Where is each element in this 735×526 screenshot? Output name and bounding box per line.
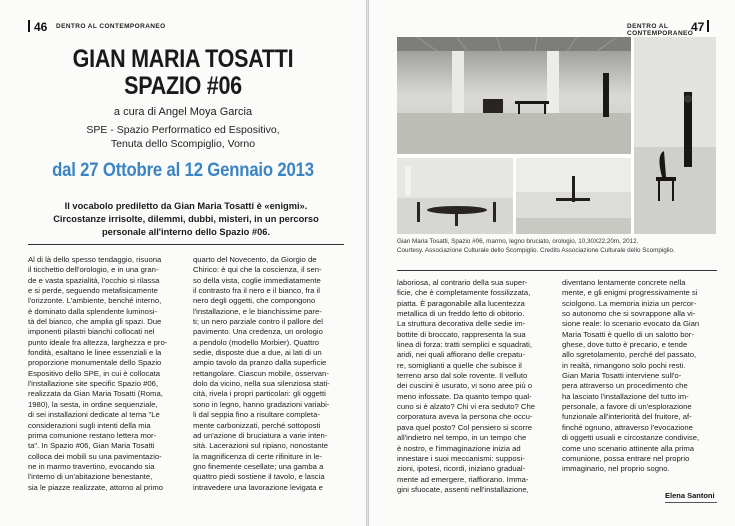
author-signature: Elena Santoni (665, 491, 715, 500)
body-line: piatta. È paragonabile alla lucentezza (397, 298, 525, 308)
body-line: sione reale: lo scenario evocato da Gian (562, 319, 700, 329)
caption-line: Gian Maria Tosatti, Spazio #06, marmo, legno bruciato, orologio, 10,30X22,20m, 2012. (397, 238, 639, 245)
body-line: rettangolare. Ciascun mobile, osservan- (193, 368, 329, 378)
body-line: punto ideale fra altezza, larghezza e pro- (28, 337, 168, 347)
body-line: realizzata da Gian Maria Tosatti (Roma, (28, 389, 163, 399)
divider-rule (397, 270, 717, 271)
body-line: aridi, nei quali affiorano delle crepatu- (397, 350, 526, 360)
article-title-line2: SPAZIO #06 (124, 72, 242, 100)
venue-line2: Tenuta dello Scompiglio, Vorno (110, 138, 256, 150)
running-head: DENTRO AL CONTEMPORANEO (627, 23, 694, 37)
body-line: ta". In Spazio #06, Gian Maria Tosatti (28, 441, 155, 451)
body-line: è nostro, e l'immaginazione inizia ad (397, 443, 521, 453)
curator-credit: a cura di Angel Moya Garcia (113, 106, 253, 118)
body-line: ha lasciato l'installazione del tutto im- (562, 391, 689, 401)
body-line: finché ognuno, attraverso l'evocazione (562, 422, 693, 432)
body-line: zioni, ipotesi, ricordi, iniziano gradual- (397, 464, 526, 474)
body-line: colloca dei mobili su una pavimentazio- (28, 451, 162, 461)
page-number: 47 (691, 20, 705, 34)
page-marker (707, 20, 709, 32)
page-number: 46 (34, 20, 48, 34)
body-line: Espositivo dello SPE, in cui è collocata (28, 368, 161, 378)
body-line: ne in marmo travertino, evocando sia (28, 461, 155, 471)
body-line: sciolgono. La memoria inizia un percor- (562, 298, 697, 308)
body-line: funzionale all'interiorità del fruitore, af- (562, 412, 692, 422)
body-line: prima comunione restano lettera mor- (28, 430, 157, 440)
body-line: quarto del Novecento, da Giorgio de (193, 255, 317, 264)
body-line: gno finemente cesellate; una gamba a (193, 461, 324, 471)
body-line: allo sgretolamento, perché del passato, (562, 350, 697, 360)
body-line: ficie, che è completamente fossilizzata, (397, 288, 531, 298)
left-page (0, 0, 366, 526)
body-line: ad un'azione di bruciatura a varie inten- (193, 430, 328, 440)
caption-line: Courtesy. Associazione Culturale dello Scompiglio. Credits Associazione Culturale dello Scompiglio. (397, 246, 675, 254)
body-line: personale, a favore di un'esplorazione (562, 402, 692, 412)
body-line: metallica di un freddo letto di obitorio. (397, 309, 525, 319)
body-line: di sei installazioni dedicate al tema "Le (28, 410, 160, 420)
body-line: cità, rivela i propri particolari: gli oggetti (193, 389, 326, 399)
body-line: l'interno di un'abitazione benestante, (28, 472, 153, 482)
body-line: dei cuscini è usurato, vi sono aree più o (397, 381, 533, 391)
body-line: sità. Lacerazioni sul ripiano, nonostante (193, 441, 329, 451)
body-line: linea di forza: tratti semplici e squadrati, (397, 340, 533, 350)
body-column-2 (562, 278, 714, 475)
body-column-2 (193, 255, 345, 493)
body-line: fondità, esaltano le linee essenziali e la (28, 348, 162, 358)
running-head: DENTRO AL CONTEMPORANEO (56, 23, 166, 30)
body-line: come uno scenario attinente alla prima (562, 443, 695, 453)
divider-rule (28, 244, 344, 245)
body-line: so della vista, coglie immediatamente (193, 275, 321, 285)
body-line: mente carbonizzati, perché sottoposti (193, 420, 321, 430)
body-line: l'installazione, e le bianchissime pare- (193, 306, 322, 316)
body-line: di oggetti usuali e circostanze condivise, (562, 433, 700, 443)
body-line: innestare i suoi meccanismi: supposi- (397, 453, 525, 463)
lead-line: Circostanze irrisolte, dilemmi, dubbi, misteri, in un percorso (53, 214, 319, 224)
installation-photo-clock (634, 37, 716, 234)
body-column-1 (397, 278, 549, 495)
body-line: ghese, dove tutto è precario, e tende (562, 340, 688, 350)
venue-line1: SPE - Spazio Performatico ed Espositivo, (86, 124, 280, 136)
lead-line: Il vocabolo prediletto da Gian Maria Tosatti è «enigmi». (64, 201, 308, 211)
body-line: l'installazione site specific Spazio #06, (28, 379, 159, 389)
body-line: il ticchettio dell'orologio, e in una gran- (28, 265, 159, 275)
body-line: proporzione monumentale dello Spazio (28, 358, 162, 368)
body-line: ti; un nero parziale contro il pallore del (193, 317, 323, 327)
signature-rule (665, 502, 717, 503)
body-line: considerazioni sugli intenti della mia (28, 420, 151, 430)
body-line: Chirico: è qui che la coscienza, il sen- (193, 265, 322, 275)
body-line: pavimento. Una credenza, un orologio (193, 327, 323, 337)
body-line: cuno si è alzato? Chi vi era seduto? Che (397, 402, 536, 412)
body-line: mente, e gli enigmi progressivamente si (562, 288, 698, 298)
body-line: li dal seppia fino a risultare completa- (193, 410, 320, 420)
exhibition-dates: dal 27 Ottobre al 12 Gennaio 2013 (52, 160, 314, 181)
body-line: il contrasto fra il nero e il bianco, fra il (193, 286, 320, 296)
body-line: dolo da vicino, nella sua silenziosa stati- (193, 379, 330, 389)
body-line: è dominato dalla splendente luminosi- (28, 306, 158, 316)
body-line: La struttura decorativa delle sedie im- (397, 319, 526, 329)
body-line: in realtà, rimangono solo pochi resti. (562, 360, 686, 370)
lead-line: personale all'interno dello Spazio #06. (101, 227, 271, 237)
photo-caption (397, 238, 717, 255)
body-line: Al di là dello spesso tendaggio, risuona (28, 255, 162, 264)
article-title-line1: GIAN MARIA TOSATTI (72, 45, 294, 73)
body-column-1 (28, 255, 180, 493)
body-line: de e vasta spazialità, l'occhio si rilassa (28, 275, 160, 285)
body-line: immaginario, nel proprio sogno. (562, 464, 670, 474)
body-line: Gian Maria Tosatti interviene sull'o- (562, 371, 682, 381)
body-line: nero degli oggetti, che compongono (193, 296, 316, 306)
installation-photo-table (397, 158, 513, 234)
body-line: Maria Tosatti è quello di un salotto bor- (562, 329, 694, 339)
body-line: l'orizzonte. L'ambiente, benché interno, (28, 296, 162, 306)
body-line: all'indietro nel tempo, in un tempo che (397, 433, 527, 443)
body-line: sono in legno, hanno gradazioni variabi- (193, 399, 330, 409)
body-line: terreno arso dal sole rovente. Il velluto (397, 371, 528, 381)
body-line: diventano lentamente concrete nella (562, 278, 686, 287)
body-line: a pendolo (modello Morbier). Quattro (193, 337, 320, 347)
installation-photo-main (397, 37, 631, 154)
body-line: intravedere una lavorazione levigata e (193, 482, 323, 492)
body-line: pera attraverso un procedimento che (562, 381, 688, 391)
page-marker (28, 20, 30, 32)
body-line: so autonomo che si sovrappone alla vi- (562, 309, 696, 319)
lead-paragraph (28, 200, 344, 239)
body-line: 1980), la sesta, in ordine sequenziale, (28, 399, 158, 409)
body-line: sia le piazze realizzate, attorno al primo (28, 482, 164, 492)
body-line: e si perde, seguendo metafisicamente (28, 286, 158, 296)
body-line: bottite di broccato, rappresenta la sua (397, 329, 526, 339)
installation-photo-floor (516, 158, 631, 234)
body-line: mente ad emergere, riaffiorano. Imma- (397, 474, 529, 484)
body-line: re, somiglianti a quelle che subisce il (397, 360, 522, 370)
body-line: imponenti pilastri bianchi collocati nel (28, 327, 155, 337)
body-line: meno infossate. Da quanto tempo qual- (397, 391, 532, 401)
body-line: pava quel posto? Col pensiero si scorre (397, 422, 533, 432)
body-line: tà del bianco, che amplia gli spazi. Due (28, 317, 162, 327)
body-line: laboriosa, al contrario della sua super- (397, 278, 528, 287)
body-line: comunione, possa entrare nel proprio (562, 453, 690, 463)
body-line: quattro piedi sostiene il tavolo, e lascia (193, 472, 325, 482)
body-line: sedie, disposte due a due, ai lati di un (193, 348, 322, 358)
body-line: ampio tavolo da pranzo dalla superficie (193, 358, 327, 368)
body-line: corporatura aveva la persona che occu- (397, 412, 533, 422)
body-line: gini sfuocate, assenti nell'installazione, (397, 484, 529, 494)
installation-photos (397, 37, 716, 234)
body-line: la magnificenza di certe rifiniture in le- (193, 451, 323, 461)
right-page (369, 0, 735, 526)
